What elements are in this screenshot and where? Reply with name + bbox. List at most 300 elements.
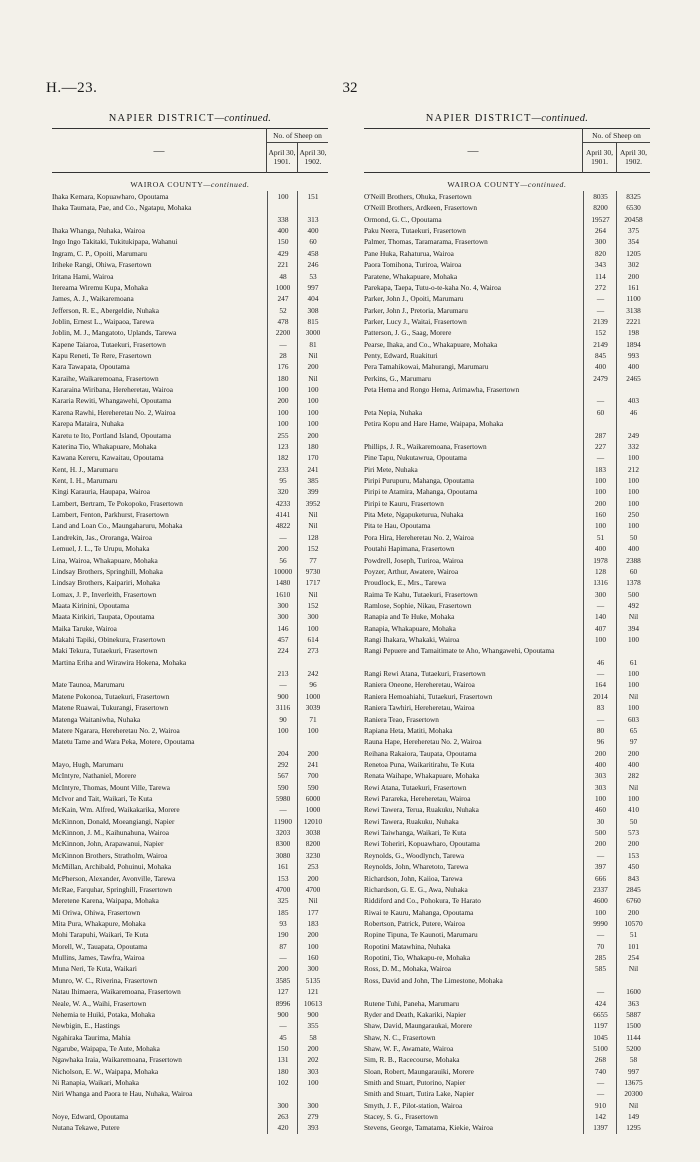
sheep-1902: 300 [307,612,319,622]
sheep-1901: 127 [277,987,289,997]
sheep-1902: 100 [628,794,639,804]
sheep-1902: 313 [307,214,319,224]
sheep-1902: 3039 [305,703,321,713]
sheep-1902: 241 [307,759,319,769]
owner-name: McKain, Wm. Alfred, Waikakarika, Morere [52,805,180,815]
table-row [52,418,328,429]
sheep-1902: 100 [307,419,319,429]
owner-name: Nutana Tekawe, Putere [52,1123,120,1133]
sheep-1901: 100 [595,635,606,645]
table-row [52,645,328,656]
owner-name: Ihaka Kemara, Kopuawharo, Opoutama [52,192,169,201]
table-row [364,702,650,713]
owner-name: Morell, W., Tauapata, Opoutama [52,941,148,951]
owner-name: Rewi Tawera, Terua, Ruakuku, Nuhaka [364,805,479,815]
table-row [364,895,650,906]
owner-name: Mohi Tarapuhi, Waikari, Te Kuta [52,930,149,940]
sheep-1901: 19527 [591,214,610,224]
sheep-1901: — [596,600,605,610]
table-row [364,770,650,781]
sheep-1901: 51 [596,532,605,542]
sheep-1902: 410 [628,805,639,815]
table-row [364,543,650,554]
table-row [52,361,328,372]
table-row [364,1043,650,1054]
sheep-1902: 183 [307,919,319,928]
sheep-1901: 320 [277,487,289,497]
sheep-1902: 200 [307,1043,319,1053]
sheep-1901: 114 [595,271,606,281]
sheep-1901: 100 [277,385,289,395]
right-column [364,110,650,1134]
table-row [364,1100,650,1111]
sheep-1902: Nil [308,521,318,531]
table-row [52,770,328,781]
table-row [364,1122,650,1133]
sheep-1901: 150 [277,237,289,247]
table-row [364,589,650,600]
sheep-1901: 9990 [593,919,608,928]
sheep-1902: 100 [628,487,639,497]
sheep-1901: 93 [279,919,287,928]
owner-name: Rewi Parareka, Hereheretau, Wairoa [364,794,471,804]
sheep-1902: 394 [628,623,639,633]
sheep-1902: 355 [307,1021,319,1031]
table-row [364,316,650,327]
sheep-1901: 300 [595,589,606,599]
sheep-1901: 1397 [593,1123,608,1133]
owner-name: O'Neill Brothers, Ardkeen, Frasertown [364,203,477,213]
sheep-1902: 51 [629,930,638,940]
sheep-1902: 100 [307,623,319,633]
owner-name: Rangi Ihakara, Whakaki, Wairoa [364,635,460,645]
sheep-1901: 4600 [593,896,608,906]
table-row [364,384,650,407]
table-row [364,202,650,213]
sheep-1902: 200 [628,748,639,758]
owner-name: Raima Te Kahu, Tutaekuri, Frasertown [364,589,478,599]
table-row [52,827,328,838]
owner-name: Meretene Karena, Waipapa, Mohaka [52,896,159,906]
owner-name: Reynolds, John, Wharetoto, Tarewa [364,862,469,872]
sheep-1901: 2014 [593,691,608,701]
owner-name: Paora Tomihona, Turiroa, Wairoa [364,260,462,270]
owner-name: Rauna Hape, Hereheretau No. 2, Wairoa [364,737,482,747]
sheep-1901: 300 [595,237,606,247]
sheep-1901: 2479 [593,373,608,383]
sheep-1901: — [596,714,605,724]
sheep-1901: 221 [277,260,289,270]
sheep-1902: 1000 [305,691,321,701]
table-row [52,623,328,634]
owner-name: Kara Tawapata, Opoutama [52,362,130,372]
sheep-1901: 6655 [593,1009,608,1019]
sheep-1902: 53 [309,271,317,281]
table-row [364,782,650,793]
sheep-1902: 152 [307,544,319,554]
sheep-1901: 146 [277,623,289,633]
sheep-1902: 3000 [305,328,321,338]
sheep-1901: 4233 [275,498,291,508]
sheep-1901: 285 [595,953,606,963]
owner-name: Paku Neera, Tutaekuri, Frasertown [364,226,466,236]
sheep-1901: 10000 [273,566,293,576]
table-row [52,339,328,350]
sheep-1901: 123 [277,441,289,451]
sheep-1902: 50 [629,532,638,542]
sheep-1901: 900 [277,691,289,701]
sheep-1901: 300 [277,1100,289,1110]
sheep-1901: 200 [277,396,289,406]
table-row [52,293,328,304]
document-id: H.—23. [46,80,98,96]
sheep-1901: 400 [595,759,606,769]
sheep-1902: 60 [309,237,317,247]
sheep-1902: 13675 [624,1078,643,1088]
table-row [52,759,328,770]
sheep-1901: 153 [277,873,289,883]
table-row [52,520,328,531]
table-row [52,271,328,282]
owner-name: Rewi Taiwhanga, Waikari, Te Kuta [364,828,467,838]
sheep-1902: 1894 [626,339,641,349]
table-row [364,259,650,270]
owner-name: Poyzer, Arthur, Awatere, Wairoa [364,566,459,576]
sheep-1901: 666 [595,873,606,883]
sheep-1902: 81 [309,339,317,349]
sheep-1901: — [279,532,287,542]
column-1902-header: April 30, 1902. [617,143,651,173]
sheep-1901: 287 [595,430,606,440]
sheep-1901: 8300 [275,839,291,849]
sheep-1902: 573 [628,828,639,838]
sheep-1901: 83 [596,703,605,713]
sheep-1902: 101 [628,941,639,951]
sheep-1901: 60 [596,407,605,417]
table-row [364,339,650,350]
owner-name: Ropotini Matawhina, Nuhaka [364,941,451,951]
owner-name: McIntyre, Nathaniel, Morere [52,771,137,781]
table-header [364,128,650,173]
sheep-1902: 149 [628,1112,639,1122]
table-row [364,1066,650,1077]
table-row [364,555,650,566]
sheep-1902: 5887 [626,1009,641,1019]
sheep-1901: 3080 [275,850,291,860]
sheep-1902: 1500 [626,1021,641,1031]
sheep-1902: 404 [307,294,319,304]
sheep-1901: 5980 [275,794,291,804]
sheep-1901: 460 [595,805,606,815]
table-row [52,873,328,884]
sheep-1902: 253 [307,862,319,872]
sheep-1902: 212 [628,464,639,474]
sheep-1901: 740 [595,1066,606,1076]
sheep-1901: 2139 [593,316,608,326]
owner-name: Sim, R. B., Racecourse, Mohaka [364,1055,460,1065]
sheep-1901: 424 [595,998,606,1008]
owner-name: Munro, W. C., Riverina, Frasertown [52,975,158,985]
owner-name: Proudlock, E., Mrs., Tarewa [364,578,447,588]
table-row [364,1111,650,1122]
sheep-1902: 273 [307,646,319,656]
sheep-1901: — [596,294,605,304]
sheep-1901: — [279,339,287,349]
table-row [52,702,328,713]
sheep-1901: 204 [277,748,289,758]
table-row [52,373,328,384]
table-row [364,691,650,702]
owner-name: Shaw, N. C., Frasertown [364,1032,436,1042]
owner-name: James, A. J., Waikaremoana [52,294,134,304]
owner-name: Matenga Waitaniwha, Nuhaka [52,714,141,724]
table-row [52,475,328,486]
owner-name: Ingram, C. P., Opoiti, Marumaru [52,248,148,258]
sheep-1901: 292 [277,759,289,769]
name-column-header: — [153,144,165,157]
owner-name: Itereama Wiremu Kupa, Mohaka [52,282,149,292]
table-row [52,1088,328,1111]
owner-name: McKinnon Brothers, Stratholm, Wairoa [52,850,168,860]
sheep-1902: 100 [628,669,639,679]
owner-name: Ingo Ingo Takitaki, Tukitukipapa, Wahanui [52,237,178,247]
sheep-1901: 224 [277,646,289,656]
sheep-1901: — [279,1021,287,1031]
owner-name: Stacey, S. G., Frasertown [364,1112,438,1122]
sheep-1901: 2149 [593,339,608,349]
owner-name: Paratene, Whakapuare, Mohaka [364,271,458,281]
sheep-1901: 160 [595,510,606,520]
owner-name: Matene Pokonoa, Tutaekuri, Frasertown [52,691,170,701]
sheep-1901: 45 [279,1032,287,1042]
sheep-1901: 590 [277,782,289,792]
sheep-1902: 3952 [305,498,321,508]
sheep-1901: 190 [277,930,289,940]
table-row [364,271,650,282]
sheep-1902: 614 [307,635,319,645]
sheep-1902: 254 [628,953,639,963]
owner-name: Maata Kirinini, Opoutama [52,600,130,610]
owner-name: Rangi Pepuere and Tamaitimate te Aho, Whangawehi, Opoutama [364,646,555,656]
sheep-1902: 200 [307,430,319,440]
owner-name: Raniera Tawhiri, Hereheretau, Wairoa [364,703,475,713]
table-row [364,668,650,679]
sheep-1901: 5100 [593,1043,608,1053]
table-row [364,941,650,952]
table-row [52,611,328,622]
owner-list [52,191,328,1134]
sheep-1901: 1316 [593,578,608,588]
sheep-1902: Nil [308,510,318,520]
owner-name: Piripi Purupuru, Mahanga, Opoutama [364,475,475,485]
sheep-1902: 354 [628,237,639,247]
sheep-1902: 4700 [305,884,321,894]
sheep-1901: 56 [279,555,287,565]
sheep-1902: 202 [307,1055,319,1065]
owner-name: Lambert, Fenton, Parkhurst, Frasertown [52,510,169,520]
table-row [52,486,328,497]
table-row [364,225,650,236]
sheep-1902: 8200 [305,839,321,849]
sheep-1902: 403 [628,396,639,406]
table-row [364,929,650,940]
sheep-1901: 176 [277,362,289,372]
sheep-1902: 10570 [624,919,643,928]
district-title: NAPIER DISTRICT—continued. [108,113,272,124]
sheep-1902: Nil [308,351,318,361]
table-row [52,691,328,702]
sheep-1902: 1295 [626,1123,641,1133]
table-row [52,1009,328,1020]
sheep-1901: 4141 [275,510,291,520]
sheep-1901: 213 [277,669,289,679]
sheep-1902: 5135 [305,975,321,985]
owner-name: Joblin, Ernest L., Waipaoa, Tarewa [52,316,154,326]
sheep-1902: 200 [628,907,639,917]
owner-name: Muna Neri, Te Kuta, Waikari [52,964,137,974]
sheep-1901: 8200 [593,203,608,213]
table-row [364,725,650,736]
table-row [52,384,328,395]
owner-name: Piripi te Atamira, Mahanga, Opoutama [364,487,478,497]
sheep-1901: 900 [277,1009,289,1019]
owner-name: Ormond, G. C., Opoutama [364,214,442,224]
sheep-1902: Nil [308,589,318,599]
table-row [52,793,328,804]
owner-name: Ropotini, Tio, Whakapu-re, Mohaka [364,953,471,963]
sheep-1902: 1600 [626,987,641,997]
sheep-1902: Nil [308,896,318,906]
sheep-1902: 3038 [305,828,321,838]
owner-name: Sloan, Robert, Maungarauiki, Morere [364,1066,474,1076]
sheep-1902: 121 [307,987,319,997]
table-row [364,532,650,543]
sheep-1902: 12010 [303,816,323,826]
sheep-1902: 1144 [626,1032,641,1042]
table-row [52,589,328,600]
owner-name: Riddiford and Co., Pohokura, Te Harato [364,896,481,906]
sheep-1901: 3203 [275,828,291,838]
table-row [364,736,650,747]
owner-name: Natau Ihimaera, Waikaremoana, Frasertown [52,987,181,997]
sheep-1902: 10613 [303,998,323,1008]
table-row [52,1111,328,1122]
table-row [364,1077,650,1088]
sheep-1902: 161 [628,282,639,292]
owner-name: Phillips, J. R., Waikaremoana, Frasertown [364,441,487,451]
sheep-1902: 100 [628,635,639,645]
sheep-1901: 303 [595,782,606,792]
sheep-1902: 375 [628,226,639,236]
sheep-1902: 993 [628,351,639,361]
table-row [364,975,650,998]
sheep-1901: 1000 [275,282,291,292]
table-row [52,816,328,827]
table-row [364,248,650,259]
owner-name: McMillan, Archibald, Pohuinui, Mohaka [52,862,172,872]
sheep-1902: 58 [629,1055,638,1065]
owner-name: Makahi Tapiki, Obinekura, Frasertown [52,635,166,645]
name-column-header: — [467,144,479,157]
sheep-1901: 1045 [593,1032,608,1042]
owner-name: Mullins, James, Tawfra, Wairoa [52,953,145,963]
owner-name: Renetoa Puna, Waikaritirahu, Te Kuta [364,759,475,769]
sheep-1901: 397 [595,862,606,872]
sheep-1902: 300 [307,1100,319,1110]
table-row [364,293,650,304]
sheep-1901: — [596,396,605,406]
table-row [364,520,650,531]
owner-name: Joblin, M. J., Mangatoto, Uplands, Tarewa [52,328,177,338]
table-row [364,566,650,577]
owner-name: Matere Ngarara, Hereheretau No. 2, Wairoa [52,725,180,735]
sheep-1902: 200 [307,362,319,372]
sheep-1901: 4822 [275,521,291,531]
owner-name: Neale, W. A., Waihi, Frasertown [52,998,147,1008]
table-row [52,861,328,872]
table-row [364,407,650,418]
sheep-1901: 183 [595,464,606,474]
sheep-1902: 152 [307,600,319,610]
sheep-1902: 458 [307,248,319,258]
sheep-1902: 393 [307,1123,319,1133]
sheep-1902: 200 [307,873,319,883]
sheep-1901: 11900 [274,816,292,826]
owner-name: Nicholson, E. W., Waipapa, Mohaka [52,1066,159,1076]
sheep-1901: 227 [595,441,606,451]
sheep-1901: 90 [279,714,287,724]
table-row [52,986,328,997]
owner-name: Smyth, J. F., Pilot-station, Wairoa [364,1100,463,1110]
table-row [364,611,650,622]
sheep-1901: 845 [595,351,606,361]
sheep-1902: 100 [307,941,319,951]
sheep-1902: 100 [628,498,639,508]
sheep-1901: — [279,680,287,690]
sheep-1902: 363 [628,998,639,1008]
sheep-1902: 177 [307,907,319,917]
sheep-1902: 200 [628,271,639,281]
column-rule [297,191,298,1134]
owner-name: Kingi Karauria, Haupapa, Wairoa [52,487,150,497]
owner-name: Ngahiraka Taurima, Mahia [52,1032,131,1042]
sheep-1901: 1197 [593,1021,608,1031]
table-row [52,952,328,963]
table-row [52,963,328,974]
owner-name: Rewi Tawera, Ruakuku, Nuhaka [364,816,459,826]
sheep-1901: 96 [596,737,605,747]
sheep-1902: 997 [628,1066,639,1076]
sheep-1901: 95 [279,475,287,485]
table-row [52,850,328,861]
owner-name: Palmer, Thomas, Taramarama, Frasertown [364,237,488,247]
sheep-1902: 2465 [626,373,641,383]
sheep-1901: 200 [595,839,606,849]
table-row [52,804,328,815]
sheep-1901: 3585 [275,975,291,985]
owner-name: McRae, Farquhar, Springhill, Frasertown [52,884,173,894]
table-row [52,884,328,895]
table-row [364,441,650,452]
sheep-1902: 200 [307,748,319,758]
owner-name: Maika Taruke, Wairoa [52,623,117,633]
owner-name: Richardson, G. E. G., Awa, Nuhaka [364,884,468,894]
sheep-1902: 900 [307,1009,319,1019]
sheep-1901: — [279,953,287,963]
sheep-1901: — [596,987,605,997]
owner-name: Peta Nepia, Nuhaka [364,407,423,417]
sheep-1902: 97 [629,737,638,747]
